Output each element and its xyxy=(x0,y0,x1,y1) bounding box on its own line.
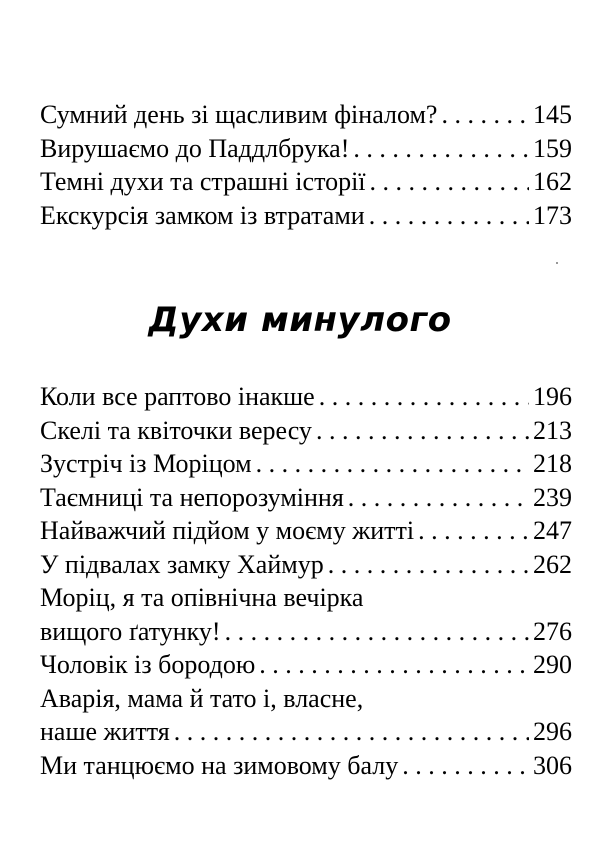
toc-entry-page: 296 xyxy=(533,717,572,746)
toc-entry-page: 218 xyxy=(533,449,572,478)
toc-entry-title: Сумний день зі щасливим фіналом? xyxy=(40,100,438,129)
toc-entry-title: Таємниці та непорозуміння xyxy=(40,482,344,512)
toc-entry-title: вищого ґатунку! xyxy=(40,616,221,646)
toc-entry-page: 145 xyxy=(533,100,572,129)
toc-entry[interactable] xyxy=(40,132,572,166)
toc-entry-title: Найважчий підйом у моєму житті xyxy=(40,516,415,545)
toc-entry-page: 173 xyxy=(533,200,572,230)
toc-entry[interactable] xyxy=(40,165,572,199)
toc-entry-title: Зустріч із Моріцом xyxy=(40,449,252,478)
toc-entry-first-line[interactable] xyxy=(40,682,572,716)
toc-entry-page: 247 xyxy=(533,516,572,545)
toc-entry[interactable] xyxy=(40,514,572,548)
toc-entry-title: У підвалах замку Хаймур xyxy=(40,549,324,579)
toc-entry-page: 276 xyxy=(533,616,572,646)
toc-entry[interactable] xyxy=(40,481,572,515)
print-speck xyxy=(556,262,558,264)
toc-entry-title: наше життя xyxy=(40,717,170,746)
dot-leader xyxy=(316,414,529,448)
toc-entry-title: Ми танцюємо на зимовому балу xyxy=(40,750,399,780)
dot-leader xyxy=(174,715,529,749)
toc-entry[interactable] xyxy=(40,414,572,448)
toc-entry-first-line[interactable] xyxy=(40,581,572,615)
toc-entry[interactable] xyxy=(40,548,572,582)
toc-entry[interactable] xyxy=(40,749,572,783)
toc-entry-page: 162 xyxy=(533,167,572,196)
dot-leader xyxy=(348,481,529,515)
section-title: Духи минулого xyxy=(148,300,452,340)
toc-entry-title-line1: Аварія, мама й тато і, власне, xyxy=(40,683,364,713)
dot-leader xyxy=(353,132,529,166)
toc-entry[interactable] xyxy=(40,199,572,233)
dot-leader xyxy=(370,165,529,199)
toc-entry-title: Екскурсія замком із втратами xyxy=(40,200,365,230)
toc-entry[interactable] xyxy=(40,615,572,649)
toc-entry-page: 213 xyxy=(533,415,572,445)
dot-leader xyxy=(328,548,529,582)
dot-leader xyxy=(319,380,529,414)
toc-entry-title: Темні духи та страшні історії xyxy=(40,167,366,196)
toc-entry-title-line1: Моріц, я та опівнічна вечірка xyxy=(40,583,364,612)
toc-entry-page: 196 xyxy=(533,382,572,411)
toc-entry-page: 306 xyxy=(533,750,572,780)
table-of-contents-bottom xyxy=(40,380,572,782)
toc-entry[interactable] xyxy=(40,380,572,414)
table-of-contents-top xyxy=(40,98,572,232)
dot-leader xyxy=(441,98,529,132)
dot-leader xyxy=(402,749,529,783)
toc-entry[interactable] xyxy=(40,715,572,749)
toc-entry-title: Коли все раптово інакше xyxy=(40,382,315,411)
toc-entry[interactable] xyxy=(40,447,572,481)
dot-leader xyxy=(369,199,529,233)
toc-entry-page: 262 xyxy=(533,549,572,579)
toc-entry-title: Скелі та квіточки вересу xyxy=(40,415,312,445)
dot-leader xyxy=(225,615,529,649)
toc-entry[interactable] xyxy=(40,98,572,132)
toc-entry[interactable] xyxy=(40,648,572,682)
dot-leader xyxy=(259,648,529,682)
toc-entry-title: Чоловік із бородою xyxy=(40,650,256,679)
toc-entry-title: Вирушаємо до Паддлбрука! xyxy=(40,133,350,163)
dot-leader xyxy=(256,447,529,481)
toc-entry-page: 290 xyxy=(533,650,572,679)
toc-entry-page: 239 xyxy=(533,482,572,512)
dot-leader xyxy=(418,514,529,548)
toc-entry-page: 159 xyxy=(533,133,572,163)
